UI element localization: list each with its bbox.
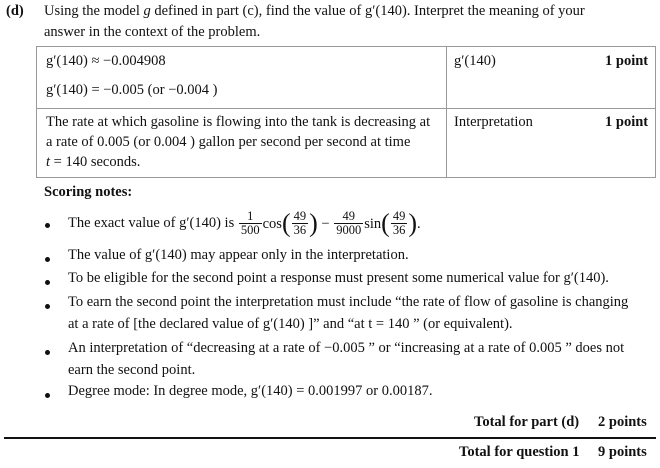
row2-var-t: t [46, 154, 51, 170]
row2-line1: The rate at which gasoline is flowing into the tank is decreasing at [46, 114, 431, 130]
row2-line3 [46, 154, 140, 171]
bullet-6 [45, 393, 50, 398]
row2-criterion: Interpretation [454, 114, 533, 130]
question-line-1 [44, 3, 585, 20]
total-part-points: 2 points [598, 414, 647, 430]
question-var-g: g [143, 3, 151, 19]
note-6: Degree mode: In degree mode, g′(140) = 0.001997 or 0.00187. [68, 383, 433, 399]
note-5-line1: An interpretation of “decreasing at a rate of −0.005 ” or “increasing at a rate of 0.005 ” does not [68, 340, 625, 356]
scoring-notes-heading: Scoring notes: [44, 184, 133, 200]
row2-line3-rest: = 140 seconds. [53, 154, 141, 170]
table-column-divider [446, 46, 447, 178]
fraction-49-over-36-a: $\frac{49}{36}$ [293, 209, 307, 238]
table-left-border [36, 46, 37, 178]
total-question-label: Total for question 1 [459, 444, 580, 460]
sin-label: sin [364, 215, 382, 232]
note-3: To be eligible for the second point a response must present some numerical value for g′(140). [68, 270, 609, 286]
fraction-1-over-500: $\frac{1}{500}$ [240, 209, 260, 238]
bullet-1 [45, 223, 50, 228]
fraction-49-over-36-b: $\frac{49}{36}$ [392, 209, 406, 238]
question-text-pre: Using the model [44, 3, 140, 19]
row2-line2: a rate of 0.005 (or 0.004 ) gallon per second per second at time [46, 134, 411, 150]
question-text-mid: defined in part (c), find the value of [154, 3, 362, 19]
bullet-3 [45, 280, 50, 285]
table-bottom-border [36, 177, 656, 178]
bullet-2 [45, 257, 50, 262]
note-4-line2: at a rate of [the declared value of g′(140) ]” and “at t = 140 ” (or equivalent). [68, 316, 513, 332]
note-1: The exact value of g′(140) is $\frac{1}{500}$ cos( $\frac{49}{36}$ ) − $\frac{49}{9000}$ sin( $\frac{49}{36}$ ). [68, 205, 421, 241]
total-part-label: Total for part (d) [474, 414, 580, 430]
row2-points: 1 point [605, 114, 649, 130]
fraction-49-over-9000: $\frac{49}{9000}$ [336, 209, 362, 238]
note-2: The value of g′(140) may appear only in the interpretation. [68, 247, 409, 263]
question-line-2: answer in the context of the problem. [44, 24, 261, 40]
note-5-line2: earn the second point. [68, 362, 196, 378]
note-4-line1: To earn the second point the interpretation must include “the rate of flow of gasoline is changing [68, 294, 629, 310]
question-text-post: Interpret the meaning of your [414, 3, 585, 19]
table-top-border [36, 46, 656, 47]
cos-label: cos [262, 215, 282, 232]
row1-criterion: g′(140) [454, 53, 496, 69]
bullet-5 [45, 350, 50, 355]
question-gprime-140: g′(140). [364, 3, 411, 19]
table-right-border [655, 46, 656, 178]
row1-line1: g′(140) ≈ −0.004908 [46, 53, 166, 69]
total-question-points: 9 points [598, 444, 647, 460]
table-row-divider [36, 108, 656, 109]
part-label: (d) [6, 3, 24, 19]
row1-points: 1 point [605, 53, 649, 69]
totals-divider [4, 437, 656, 439]
note1-text: The exact value of g′(140) is [68, 215, 235, 231]
row1-line2: g′(140) = −0.005 (or −0.004 ) [46, 82, 218, 98]
minus-sign: − [321, 215, 330, 232]
bullet-4 [45, 304, 50, 309]
